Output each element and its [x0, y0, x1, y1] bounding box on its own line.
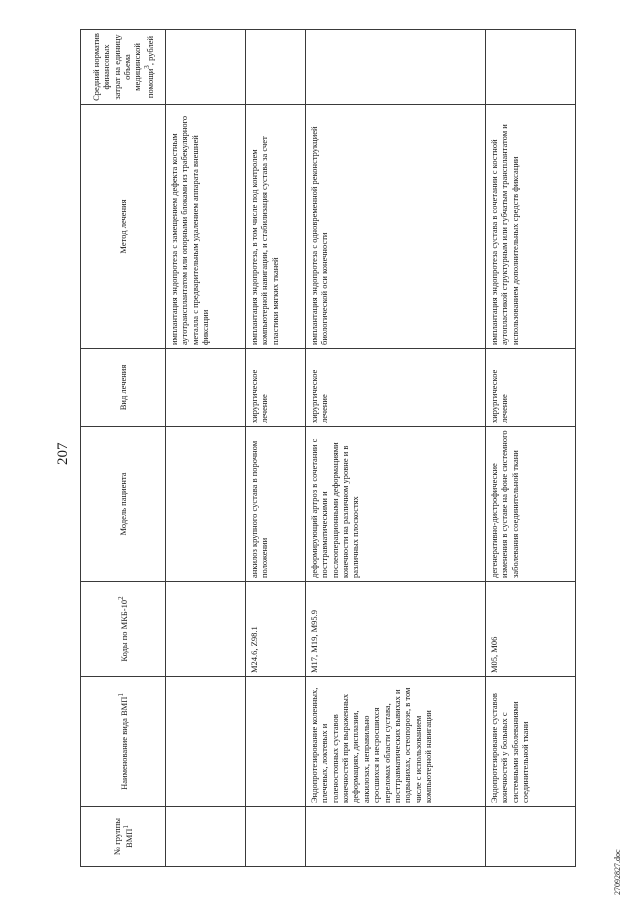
table-row	[246, 30, 306, 867]
cell-method: имплантация эндопротеза с одновременной реконструкцией биологической оси конечности	[306, 105, 486, 349]
cell-model: анкилоз крупного сустава в порочном положении	[246, 427, 306, 582]
header-group-no: № группы ВМП$^1$	[81, 807, 166, 867]
cell-model: дегенеративно-дистрофические изменения в суставе на фоне системного заболевания соединительной ткани	[486, 427, 576, 582]
cell-name	[166, 677, 246, 807]
cell-cost	[486, 30, 576, 105]
cell-type: хирургическое лечение	[246, 349, 306, 427]
cell-codes: M17, M19, M95.9	[306, 582, 486, 677]
cell-type: хирургическое лечение	[486, 349, 576, 427]
cell-cost	[246, 30, 306, 105]
header-vmp-name: Наименование вида ВМП$^1$	[81, 677, 166, 807]
cell-cost	[306, 30, 486, 105]
cell-model: деформирующий артроз в сочетании с посттравматическими и послеоперационными деформациями конечности на различном уровне и в различных плоскостях	[306, 427, 486, 582]
header-patient-model: Модель пациента	[81, 427, 166, 582]
footer-filename: 27092827.doc	[613, 849, 622, 895]
header-treatment-type: Вид лечения	[81, 349, 166, 427]
header-icd-codes: Коды по МКБ-$10^2$	[81, 582, 166, 677]
cell-method: имплантация эндопротеза сустава в сочетании с костной аутопластикой структурным или губчатым трансплантатом и использованием дополнительных средств фиксации	[486, 105, 576, 349]
header-treatment-method: Метод лечения	[81, 105, 166, 349]
cell-group	[306, 807, 486, 867]
page-number: 207	[55, 442, 71, 465]
cell-method: имплантация эндопротеза, в том числе под контролем компьютерной навигации, и стабилизация сустава за счет пластики мягких тканей	[246, 105, 306, 349]
header-cost-norm: Средний норматив финансовых затрат на единицу объема медицинской помощи$^3$, рублей	[81, 30, 166, 105]
cell-model	[166, 427, 246, 582]
cell-name	[246, 677, 306, 807]
cell-codes	[166, 582, 246, 677]
cell-type	[166, 349, 246, 427]
cell-cost	[166, 30, 246, 105]
cell-name: Эндопротезирование суставов конечностей у больных с системными заболеваниями соединительной ткани	[486, 677, 576, 807]
table-row	[486, 30, 576, 867]
cell-codes: M05, M06	[486, 582, 576, 677]
table-row	[166, 30, 246, 867]
cell-type: хирургическое лечение	[306, 349, 486, 427]
cell-name: Эндопротезирование коленных, плечевых, локтевых и голеностопных суставов конечностей при выраженных деформациях, дисплазии, анкилозах, неправильно сросшихся и несросшихся переломах области сустава, посттравматических вывихах и подвывихах, остеопорозе, в том числе с использованием компьютерной навигации	[306, 677, 486, 807]
vmp-table	[80, 29, 576, 867]
table-row	[306, 30, 486, 867]
cell-group	[246, 807, 306, 867]
cell-method: имплантация эндопротеза с замещением дефекта костным аутотрансплантатом или опорными блоками из трабекулярного металла с предварительным удалением аппарата внешней фиксации	[166, 105, 246, 349]
cell-group	[166, 807, 246, 867]
table-header-row	[81, 30, 166, 867]
cell-codes: M24.6, Z98.1	[246, 582, 306, 677]
cell-group	[486, 807, 576, 867]
